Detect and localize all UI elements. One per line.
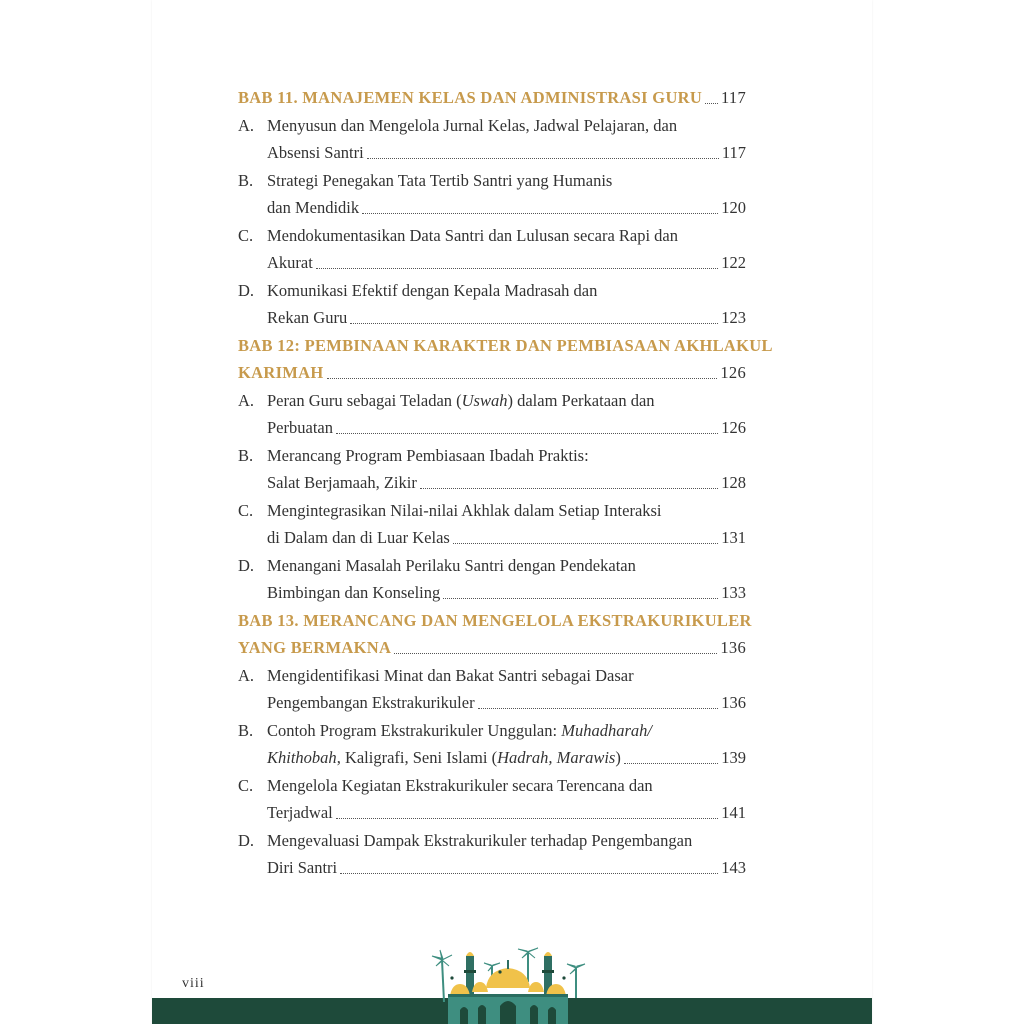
- mosque-body: [448, 994, 568, 1024]
- toc-item-title: Peran Guru sebagai Teladan (Uswah) dalam Perkataan dan: [267, 390, 655, 410]
- toc-item-title: Mendokumentasikan Data Santri dan Lulusan secara Rapi dan: [267, 225, 679, 245]
- toc-leader-dots: [453, 542, 718, 544]
- toc-item-letter: A.: [238, 390, 255, 410]
- toc-leader-dots: [336, 432, 718, 434]
- toc-chapter-line: [238, 84, 746, 112]
- toc-item-line: [238, 579, 746, 607]
- toc-page-number: 128: [721, 473, 746, 492]
- toc-item-title: Menangani Masalah Perilaku Santri dengan Pendekatan: [267, 555, 636, 575]
- toc-leader-dots: [624, 762, 718, 764]
- toc-item-title: Mengintegrasikan Nilai-nilai Akhlak dalam Setiap Interaksi: [267, 500, 662, 520]
- toc-chapter-title: BAB 13. MERANCANG DAN MENGELOLA EKSTRAKURIKULER: [238, 610, 752, 630]
- toc-leader-dots: [327, 377, 718, 379]
- toc-item-line: [238, 277, 746, 305]
- toc-item-line: [238, 249, 746, 277]
- toc-item-title: Diri Santri: [267, 858, 338, 877]
- toc-item-line: [238, 854, 746, 882]
- toc-page-number: 136: [721, 693, 746, 712]
- toc-item-line: [238, 139, 746, 167]
- toc-item-title: Merancang Program Pembiasaan Ibadah Praktis:: [267, 445, 589, 465]
- toc-chapter-title: YANG BERMAKNA: [238, 638, 392, 657]
- toc-item-title: Mengelola Kegiatan Ekstrakurikuler secara Terencana dan: [267, 775, 653, 795]
- toc-chapter-title: BAB 11. MANAJEMEN KELAS DAN ADMINISTRASI GURU: [238, 88, 703, 107]
- toc-leader-dots: [350, 322, 718, 324]
- toc-page-number: 136: [720, 638, 746, 657]
- toc-item-title: Terjadwal: [267, 803, 333, 822]
- toc-leader-dots: [367, 157, 719, 159]
- toc-item-title: di Dalam dan di Luar Kelas: [267, 528, 450, 547]
- toc-item-letter: B.: [238, 445, 254, 465]
- toc-chapter-line: [238, 607, 752, 635]
- toc-item-letter: D.: [238, 280, 255, 300]
- toc-page-number: 126: [720, 363, 746, 382]
- toc-item-letter: C.: [238, 500, 254, 520]
- toc-item-letter: B.: [238, 720, 254, 740]
- toc-item-title: Menyusun dan Mengelola Jurnal Kelas, Jadwal Pelajaran, dan: [267, 115, 678, 135]
- toc-page-number: 141: [721, 803, 746, 822]
- toc-item-title: dan Mendidik: [267, 198, 360, 217]
- toc-item-line: [238, 387, 746, 415]
- toc-item-title: Pengembangan Ekstrakurikuler: [267, 693, 475, 712]
- toc-item-line: [238, 469, 746, 497]
- toc-leader-dots: [705, 102, 718, 104]
- toc-leader-dots: [394, 652, 717, 654]
- toc-item-letter: B.: [238, 170, 254, 190]
- toc-item-line: [238, 552, 746, 580]
- toc-page-number: 117: [721, 143, 746, 162]
- book-page: [152, 0, 872, 1024]
- toc-item-line: [238, 717, 746, 745]
- toc-item-line: [238, 799, 746, 827]
- toc-item-title: Mengidentifikasi Minat dan Bakat Santri sebagai Dasar: [267, 665, 634, 685]
- toc-chapter-line: [238, 359, 746, 387]
- toc-item-line: [238, 772, 746, 800]
- toc-item-title: Mengevaluasi Dampak Ekstrakurikuler terhadap Pengembangan: [267, 830, 693, 850]
- toc-leader-dots: [362, 212, 718, 214]
- toc-item-title: Absensi Santri: [267, 143, 364, 162]
- toc-page-number: 139: [721, 748, 746, 767]
- toc-page-number: 143: [721, 858, 746, 877]
- toc-item-title: Bimbingan dan Konseling: [267, 583, 441, 602]
- toc-leader-dots: [340, 872, 718, 874]
- toc-item-line: [238, 167, 746, 195]
- toc-item-title: Contoh Program Ekstrakurikuler Unggulan: Muhadharah/: [267, 720, 652, 740]
- toc-page-number: 117: [720, 88, 746, 107]
- toc-item-letter: A.: [238, 665, 255, 685]
- toc-item-letter: C.: [238, 225, 254, 245]
- toc-item-line: [238, 497, 746, 525]
- toc-leader-dots: [316, 267, 718, 269]
- toc-item-line: [238, 662, 746, 690]
- toc-item-line: [238, 744, 746, 772]
- toc-item-line: [238, 442, 746, 470]
- toc-chapter-title: BAB 12: PEMBINAAN KARAKTER DAN PEMBIASAAN AKHLAKUL: [238, 335, 773, 355]
- toc-leader-dots: [420, 487, 718, 489]
- toc-page-number: 133: [721, 583, 746, 602]
- toc-item-line: [238, 689, 746, 717]
- toc-item-letter: A.: [238, 115, 255, 135]
- toc-leader-dots: [478, 707, 719, 709]
- toc-item-line: [238, 414, 746, 442]
- toc-leader-dots: [443, 597, 718, 599]
- toc-chapter-line: [238, 634, 746, 662]
- toc-item-title: Salat Berjamaah, Zikir: [267, 473, 417, 492]
- toc-item-line: [238, 194, 746, 222]
- toc-item-line: [238, 222, 746, 250]
- toc-item-line: [238, 112, 746, 140]
- toc-page-number: 123: [721, 308, 746, 327]
- toc-item-letter: D.: [238, 830, 255, 850]
- toc-item-letter: C.: [238, 775, 254, 795]
- toc-chapter-title: KARIMAH: [238, 363, 324, 382]
- toc-item-line: [238, 524, 746, 552]
- toc-item-title: Perbuatan: [267, 418, 333, 437]
- toc-page-number: 131: [721, 528, 746, 547]
- toc-item-title: Khithobah, Kaligrafi, Seni Islami (Hadrah, Marawis): [267, 748, 621, 767]
- toc-item-letter: D.: [238, 555, 255, 575]
- mosque-illustration: [430, 942, 586, 1024]
- toc-page-number: 126: [721, 418, 746, 437]
- page-number: viii: [182, 976, 205, 991]
- toc-item-line: [238, 304, 746, 332]
- toc-page-number: 120: [721, 198, 746, 217]
- toc-item-title: Strategi Penegakan Tata Tertib Santri yang Humanis: [267, 170, 613, 190]
- toc-item-line: [238, 827, 746, 855]
- toc-chapter-line: [238, 332, 773, 360]
- toc-item-title: Akurat: [267, 253, 313, 272]
- toc-item-title: Komunikasi Efektif dengan Kepala Madrasah dan: [267, 280, 598, 300]
- toc-leader-dots: [336, 817, 719, 819]
- table-of-contents: [238, 84, 773, 882]
- toc-page-number: 122: [721, 253, 746, 272]
- toc-item-title: Rekan Guru: [267, 308, 348, 327]
